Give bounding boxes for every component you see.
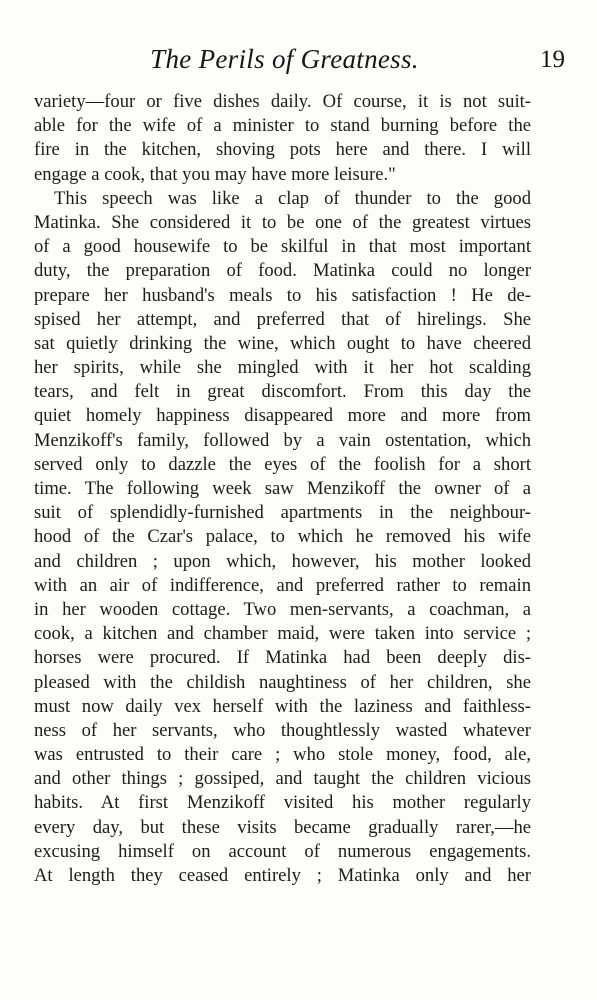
text-line: of a good housewife to be skilful in that most important [34,236,531,258]
text-line: habits. At first Menzikoff visited his mother regularly [34,792,531,814]
text-line: Matinka. She considered it to be one of the greatest virtues [34,211,531,233]
text-line: time. The following week saw Menzikoff the owner of a [34,478,531,499]
text-line: engage a cook, that you may have more leisure." [34,163,396,185]
text-line: variety—four or five dishes daily. Of course, it is not suit- [34,91,531,112]
text-line: and children ; upon which, however, his mother looked [34,550,531,572]
text-line: Menzikoff's family, followed by a vain ostentation, which [34,429,531,451]
text-line: with an air of indifference, and preferred rather to remain [34,574,531,596]
text-line: At length they ceased entirely ; Matinka only and her [34,865,531,886]
text-line: served only to dazzle the eyes of the foolish for a short [34,453,531,475]
text-line: in her wooden cottage. Two men-servants, a coachman, a [34,598,531,620]
text-line: duty, the preparation of food. Matinka could no longer [34,260,531,282]
text-line: fire in the kitchen, shoving pots here and there. I will [34,139,531,161]
text-line: excusing himself on account of numerous engagements. [34,840,531,862]
body-text [34,90,531,888]
page-header [34,40,565,80]
text-line: horses were procured. If Matinka had been deeply dis- [34,647,531,669]
page-number: 19 [540,46,565,73]
text-line: prepare her husband's meals to his satisfaction ! He de- [34,284,531,306]
text-line: and other things ; gossiped, and taught the children vicious [34,768,531,790]
text-line: every day, but these visits became gradually rarer,—he [34,816,531,838]
text-line: This speech was like a clap of thunder to the good [54,187,531,209]
text-line: was entrusted to their care ; who stole money, food, ale, [34,744,531,766]
text-line: her spirits, while she mingled with it her hot scalding [34,357,531,379]
text-line: hood of the Czar's palace, to which he removed his wife [34,526,531,548]
text-line: pleased with the childish naughtiness of her children, she [34,671,531,693]
text-line: able for the wife of a minister to stand burning before the [34,115,531,137]
running-title: The Perils of Greatness. [150,44,419,74]
text-line: sat quietly drinking the wine, which ought to have cheered [34,332,531,354]
text-line: tears, and felt in great discomfort. From this day the [34,381,531,403]
text-line: quiet homely happiness disappeared more and more from [34,405,531,427]
text-line: ness of her servants, who thoughtlessly wasted whatever [34,719,531,741]
text-line: suit of splendidly-furnished apartments in the neighbour- [34,502,531,524]
text-line: must now daily vex herself with the laziness and faithless- [34,695,531,717]
text-line: cook, a kitchen and chamber maid, were taken into service ; [34,623,531,645]
text-line: spised her attempt, and preferred that of hirelings. She [34,308,531,330]
